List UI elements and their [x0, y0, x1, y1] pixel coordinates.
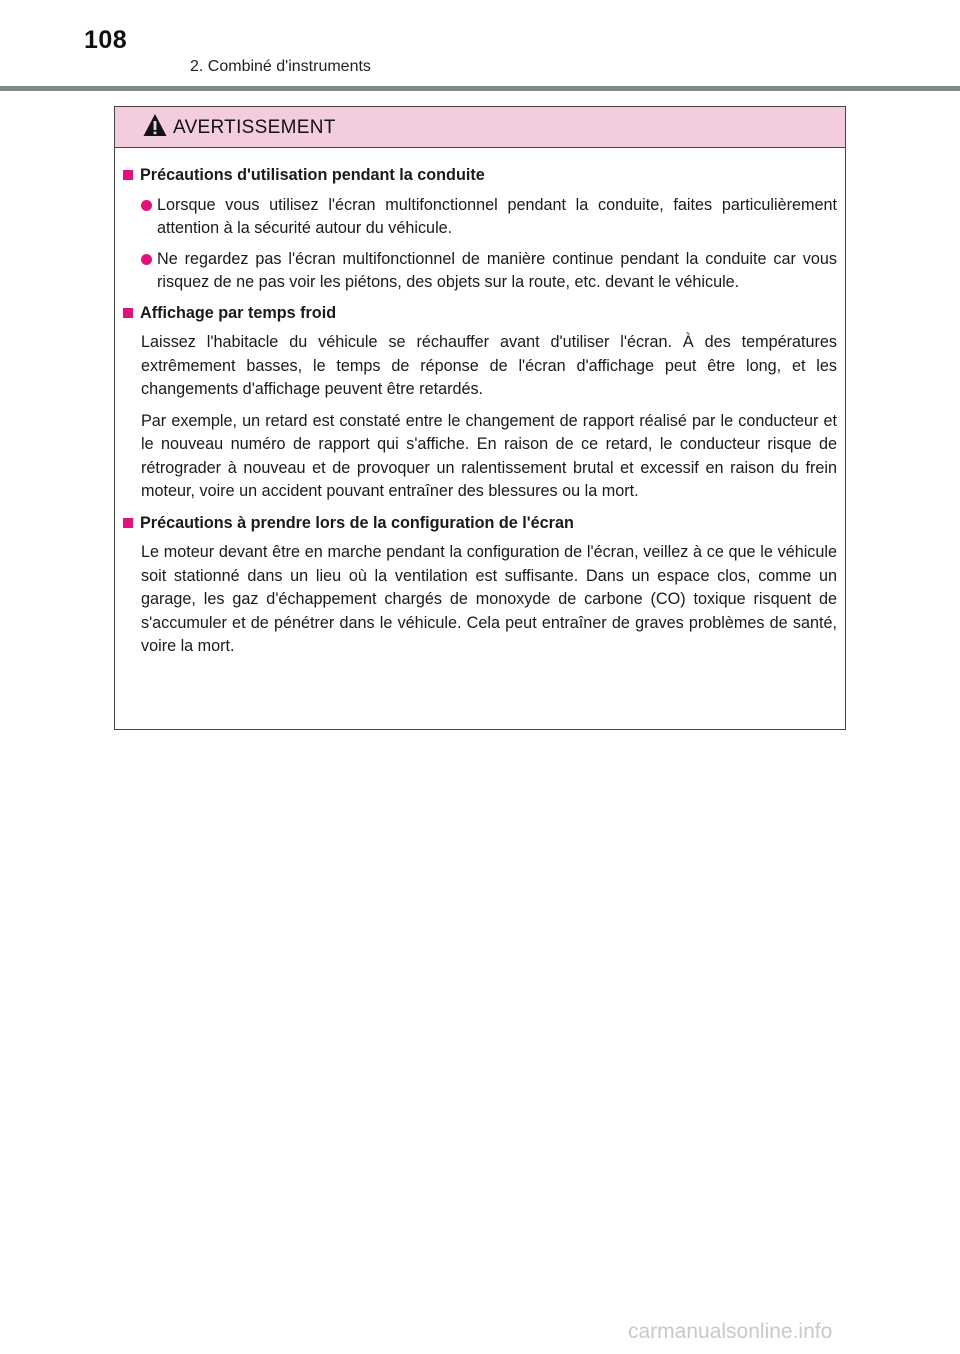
square-bullet-icon: [123, 518, 133, 528]
square-bullet-icon: [123, 308, 133, 318]
list-item-text: Ne regardez pas l'écran multifonctionnel de manière continue pendant la conduite car vous risquez de ne pas voir les piétons, des objets sur la route, etc. devant le véhicule.: [157, 249, 837, 291]
square-bullet-icon: [123, 170, 133, 180]
section-title: 2. Combiné d'instruments: [190, 58, 371, 75]
topic-heading: [123, 512, 837, 536]
header-rule: [0, 86, 960, 91]
paragraph: Laissez l'habitacle du véhicule se réchauffer avant d'utiliser l'écran. À des températures extrêmement basses, le temps de réponse de l'écran d'affichage peut être long, et les changements d'affichage peuvent être retardés.: [141, 333, 837, 398]
watermark-text: carmanualsonline.info: [628, 1320, 833, 1343]
paragraph: Par exemple, un retard est constaté entre le changement de rapport réalisé par le conducteur et le nouveau numéro de rapport qui s'affiche. En raison de ce retard, le conducteur risque de rétrograder à nouveau et de provoquer un ralentissement brutal et excessif en raison du frein moteur, voire un accident pouvant entraîner des blessures ou la mort.: [141, 411, 837, 500]
list-item-text: Lorsque vous utilisez l'écran multifonctionnel pendant la conduite, faites particulièrement attention à la sécurité autour du véhicule.: [157, 195, 837, 237]
topic-heading: [123, 164, 837, 188]
topic-driving-precautions: [123, 164, 837, 295]
circle-bullet-icon: [141, 200, 152, 211]
list-item: [123, 194, 837, 241]
paragraph: Le moteur devant être en marche pendant la configuration de l'écran, veillez à ce que le véhicule soit stationné dans un lieu où la ventilation est suffisante. Dans un espace clos, comme un garage, les gaz d'échappement chargés de monoxyde de carbone (CO) toxique risquent de s'accumuler et de pénétrer dans le véhicule. Cela peut entraîner de graves problèmes de santé, voire la mort.: [141, 543, 837, 655]
warning-header: [115, 107, 845, 148]
warning-box: [114, 106, 846, 730]
page-header: [0, 0, 960, 94]
topic-cold-weather: [123, 302, 837, 504]
circle-bullet-icon: [141, 254, 152, 265]
topic-heading-text: Précautions à prendre lors de la configuration de l'écran: [140, 513, 574, 532]
warning-body: [115, 148, 845, 659]
page-number: 108: [84, 26, 128, 54]
topic-heading-text: Affichage par temps froid: [140, 303, 337, 322]
warning-title: AVERTISSEMENT: [173, 117, 336, 138]
list-item: [123, 248, 837, 295]
topic-screen-configuration: [123, 512, 837, 659]
warning-triangle-icon: [143, 113, 167, 137]
topic-heading-text: Précautions d'utilisation pendant la conduite: [140, 166, 485, 184]
topic-heading: [123, 302, 837, 326]
